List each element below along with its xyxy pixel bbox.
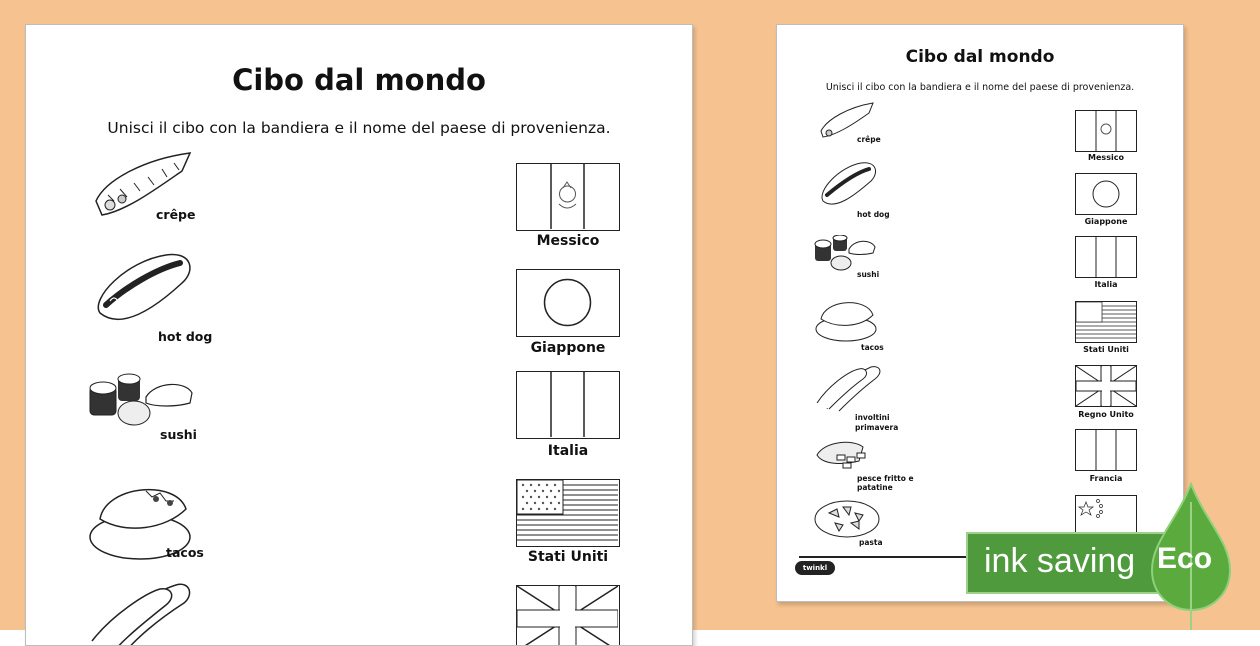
flag-italy-small <box>1075 236 1137 278</box>
uk-cross <box>517 586 618 646</box>
usa-stripes-small <box>1076 302 1136 342</box>
food-label-crepe: crêpe <box>156 207 196 222</box>
country-name-japan-small: Giappone <box>1084 217 1128 226</box>
worksheet-small <box>776 24 1184 602</box>
worksheet-large <box>25 24 693 646</box>
usa-stripes <box>517 480 618 545</box>
flag-uk-small <box>1075 365 1137 407</box>
tacos-illustration-small <box>813 297 879 343</box>
country-name-france-small: Francia <box>1089 474 1123 483</box>
fish-chips-illustration-small <box>813 435 883 475</box>
food-label-sushi: sushi <box>160 427 197 442</box>
flag-japan-small <box>1075 173 1137 215</box>
italy-stripes <box>517 372 618 437</box>
country-name-mexico: Messico <box>536 233 600 249</box>
sushi-illustration <box>86 373 196 433</box>
twinkl-logo: twinkl <box>795 561 835 575</box>
instruction-text-small: Unisci il cibo con la bandiera e il nome del paese di provenienza. <box>825 82 1135 93</box>
japan-disc <box>517 270 618 335</box>
country-name-italy-small: Italia <box>1094 280 1118 289</box>
page-title-small: Cibo dal mondo <box>905 47 1055 67</box>
page-title: Cibo dal mondo <box>232 63 486 97</box>
flag-france-small <box>1075 429 1137 471</box>
country-name-italy: Italia <box>547 443 589 459</box>
flag-usa <box>516 479 620 547</box>
food-label-crepe-small: crêpe <box>857 135 881 144</box>
sushi-illustration-small <box>813 235 877 273</box>
eco-label: Eco <box>1157 542 1213 575</box>
flag-japan <box>516 269 620 337</box>
food-label-pasta-small: pasta <box>859 538 883 547</box>
mexico-emblem-small <box>1076 111 1136 151</box>
ink-saving-label: ink saving <box>984 542 1136 580</box>
hotdog-illustration <box>86 251 196 333</box>
japan-disc-small <box>1076 174 1136 214</box>
spring-rolls-illustration-small <box>813 363 883 413</box>
country-name-japan: Giappone <box>530 340 606 356</box>
uk-cross-small <box>1076 366 1136 406</box>
food-label-fishchips-small: pesce fritto e patatine <box>857 474 914 492</box>
china-stars-small <box>1076 496 1136 536</box>
food-label-sushi-small: sushi <box>857 270 880 279</box>
country-name-uk-small: Regno Unito <box>1078 410 1134 419</box>
food-label-hotdog: hot dog <box>158 329 213 344</box>
flag-mexico-small <box>1075 110 1137 152</box>
flag-mexico <box>516 163 620 231</box>
italy-stripes-small <box>1076 237 1136 277</box>
spring-rolls-illustration <box>86 581 196 645</box>
country-name-usa-small: Stati Uniti <box>1083 345 1129 354</box>
food-label-hotdog-small: hot dog <box>857 210 890 219</box>
food-label-springrolls-small: involtini primavera <box>855 413 899 432</box>
hotdog-illustration-small <box>815 161 879 213</box>
mexico-emblem <box>517 164 618 229</box>
country-name-usa: Stati Uniti <box>527 549 609 565</box>
food-label-tacos: tacos <box>166 545 204 560</box>
flag-italy <box>516 371 620 439</box>
france-stripes-small <box>1076 430 1136 470</box>
flag-usa-small <box>1075 301 1137 343</box>
instruction-text: Unisci il cibo con la bandiera e il nome del paese di provenienza. <box>107 119 611 137</box>
ink-saving-badge <box>966 532 1260 596</box>
pasta-illustration-small <box>813 497 883 541</box>
food-label-tacos-small: tacos <box>861 343 884 352</box>
country-name-mexico-small: Messico <box>1088 153 1124 162</box>
flag-china-small <box>1075 495 1137 537</box>
flag-uk <box>516 585 620 646</box>
